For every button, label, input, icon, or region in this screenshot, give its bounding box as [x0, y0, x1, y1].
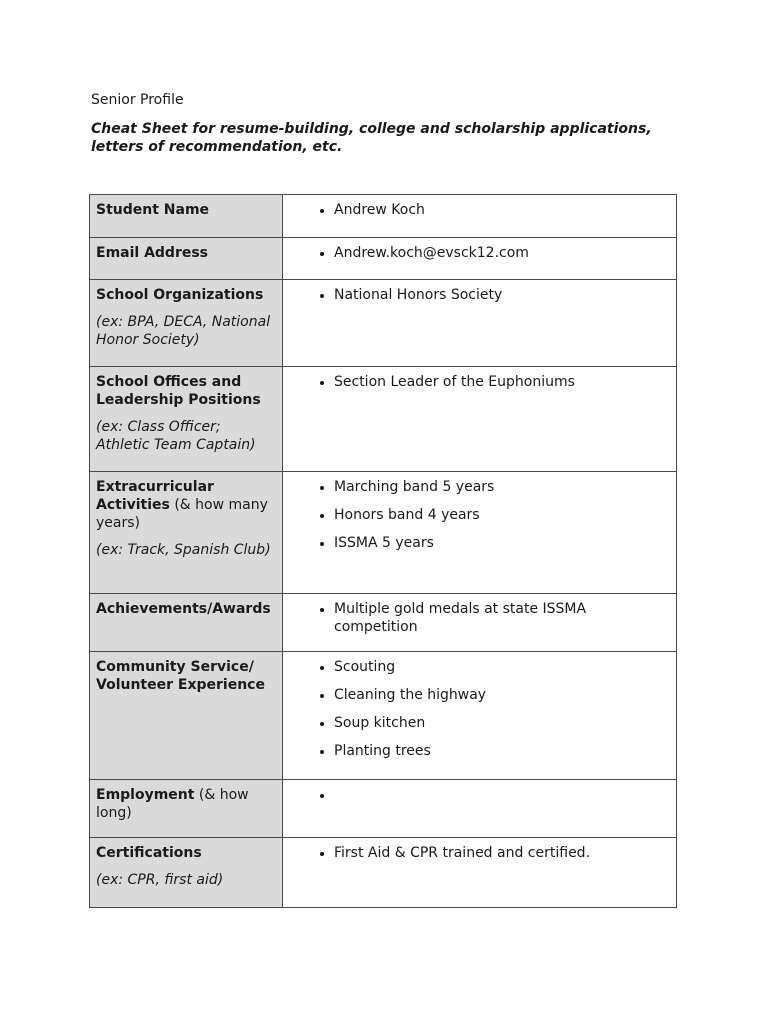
row-extracurricular [90, 472, 677, 594]
value-cell [283, 472, 677, 594]
list-item [334, 786, 670, 804]
list-item: • Cleaning the highway [334, 686, 670, 704]
label-cell [90, 472, 283, 594]
value-list [283, 844, 670, 862]
label-cell [90, 838, 283, 908]
label-cell [90, 594, 283, 652]
value-list [283, 373, 670, 391]
list-item: • Multiple gold medals at state ISSMA competition [334, 600, 670, 636]
label-example: (ex: CPR, first aid) [96, 872, 224, 888]
value-list [283, 478, 670, 552]
label-offices: School Offices and Leadership Positions [96, 374, 261, 408]
label-student-name: Student Name [96, 202, 210, 218]
value-list [283, 244, 670, 262]
page-subtitle: Cheat Sheet for resume-building, college and scholarship applications, letters of recommendation, etc. [91, 121, 652, 155]
label-example: (ex: Class Officer; Athletic Team Captain) [96, 419, 256, 453]
label-achievements: Achievements/Awards [96, 601, 271, 617]
value-list [283, 286, 670, 304]
list-item: • Andrew Koch [334, 201, 670, 219]
list-item: • National Honors Society [334, 286, 670, 304]
value-list [283, 600, 670, 636]
value-cell [283, 367, 677, 472]
list-item: • Honors band 4 years [334, 506, 670, 524]
label-example: (ex: Track, Spanish Club) [96, 542, 271, 558]
list-item: • Andrew.koch@evsck12.com [334, 244, 670, 262]
label-cell [90, 367, 283, 472]
value-cell [283, 652, 677, 780]
row-organizations [90, 280, 677, 367]
row-achievements [90, 594, 677, 652]
value-cell [283, 838, 677, 908]
senior-profile-table [89, 194, 677, 908]
value-cell [283, 280, 677, 367]
list-item: • Section Leader of the Euphoniums [334, 373, 670, 391]
row-employment [90, 780, 677, 838]
list-item: • Scouting [334, 658, 670, 676]
label-extracurricular: Extracurricular Activities [96, 479, 214, 513]
value-cell [283, 780, 677, 838]
page-title: Senior Profile [91, 92, 184, 108]
row-certifications [90, 838, 677, 908]
label-cell [90, 195, 283, 238]
label-suffix: (& how many years) [96, 497, 268, 531]
list-item: • Marching band 5 years [334, 478, 670, 496]
label-cell [90, 780, 283, 838]
label-email: Email Address [96, 245, 209, 261]
label-organizations: School Organizations [96, 287, 264, 303]
row-community-service [90, 652, 677, 780]
row-student-name [90, 195, 677, 238]
row-email [90, 238, 677, 280]
value-cell [283, 238, 677, 280]
label-employment: Employment [96, 787, 195, 803]
list-item: • ISSMA 5 years [334, 534, 670, 552]
value-cell [283, 594, 677, 652]
label-example: (ex: BPA, DECA, National Honor Society) [96, 314, 271, 348]
list-item: • First Aid & CPR trained and certified. [334, 844, 670, 862]
label-certifications: Certifications [96, 845, 202, 861]
value-list [283, 786, 670, 804]
list-item: • Planting trees [334, 742, 670, 760]
value-list [283, 201, 670, 219]
label-suffix: (& how long) [96, 787, 249, 821]
value-list [283, 658, 670, 760]
list-item: • Soup kitchen [334, 714, 670, 732]
row-offices [90, 367, 677, 472]
value-cell [283, 195, 677, 238]
label-cell [90, 652, 283, 780]
label-cell [90, 280, 283, 367]
label-cell [90, 238, 283, 280]
label-community-service: Community Service/ Volunteer Experience [96, 659, 265, 693]
